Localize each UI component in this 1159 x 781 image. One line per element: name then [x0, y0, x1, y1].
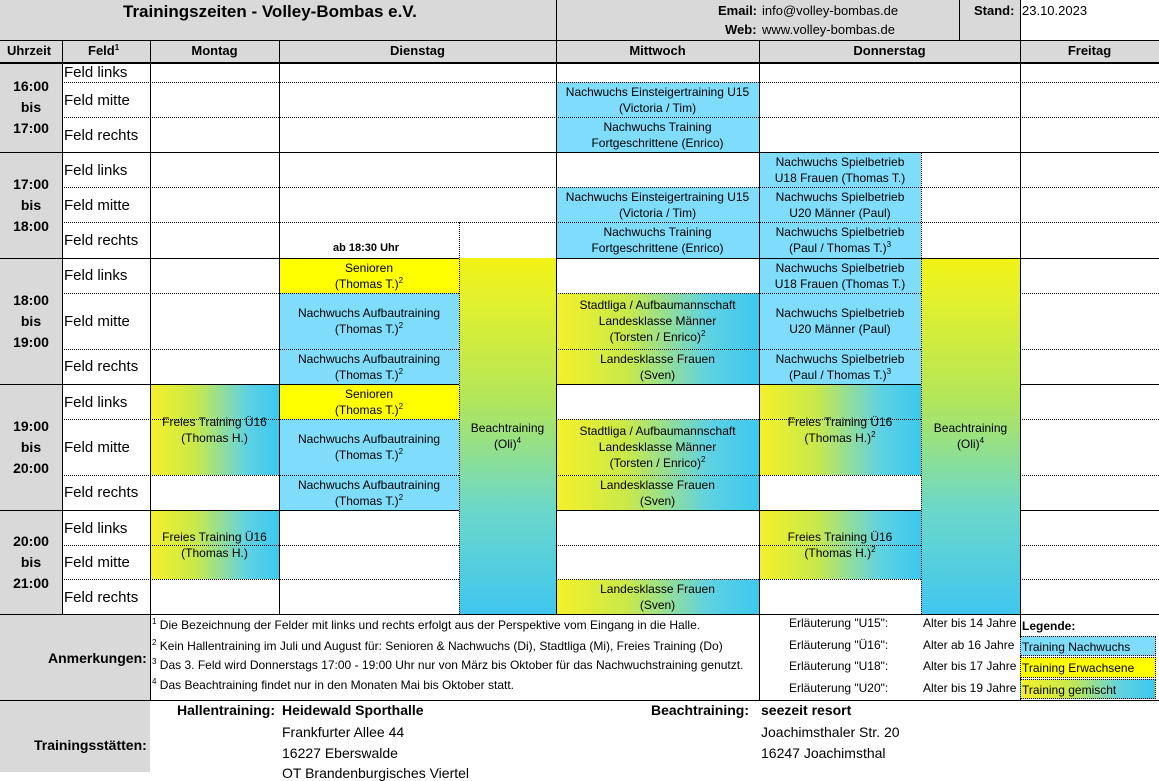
grid-line: [62, 222, 1159, 223]
session-spielbetrieb-u20[interactable]: Nachwuchs Spielbetrieb U20 Männer (Paul): [759, 187, 921, 222]
grid-line: [0, 62, 1159, 64]
explanation-value: Alter bis 14 Jahre: [923, 616, 1017, 630]
col-dienstag: Dienstag: [390, 43, 445, 58]
col-mittwoch: Mittwoch: [629, 43, 686, 58]
grid-line: [0, 700, 1159, 701]
time-block-5: 20:00 bis 21:00: [13, 532, 49, 591]
grid-line: [1020, 419, 1159, 420]
stand-label: Stand:: [974, 3, 1015, 18]
hall-district: OT Brandenburgisches Viertel: [282, 765, 470, 781]
grid-line: [150, 40, 151, 700]
remark-2: $^2$ Kein Hallentraining im Juli und August für: Senioren & Nachwuchs (Di), Stadtliga (Mi), Freies Training (Do): [152, 638, 723, 653]
col-montag: Montag: [191, 43, 238, 58]
feld-label: Feld mitte: [64, 197, 130, 214]
grid-line: [62, 40, 63, 614]
hall-label: Hallentraining:: [177, 702, 276, 718]
grid-line: [556, 545, 921, 546]
session-fortgeschrittene[interactable]: Nachwuchs Training Fortgeschrittene (Enrico): [556, 222, 759, 258]
time-block-4: 19:00 bis 20:00: [13, 417, 49, 476]
feld-label: Feld rechts: [64, 484, 139, 501]
grid-line: [1020, 0, 1021, 40]
grid-line: [62, 349, 459, 350]
grid-line: [62, 475, 459, 476]
session-stadtliga[interactable]: Stadtliga / Aufbaumannschaft Landesklasse Männer (Torsten / Enrico)$^2$: [556, 419, 759, 475]
grid-line: [62, 187, 1159, 188]
grid-line: [556, 475, 921, 476]
feld-label: Feld links: [64, 394, 128, 411]
dienstag-time-note: ab 18:30 Uhr: [333, 242, 400, 254]
grid-line: [556, 510, 921, 511]
grid-line: [62, 579, 459, 580]
grid-line: [459, 222, 460, 614]
grid-line: [0, 152, 1159, 153]
stand-date: 23.10.2023: [1022, 3, 1088, 18]
time-block-3: 18:00 bis 19:00: [13, 291, 49, 350]
hall-street: Frankfurter Allee 44: [282, 724, 405, 740]
session-beachtraining-donnerstag[interactable]: Beachtraining (Oli)$^4$: [921, 258, 1020, 614]
session-aufbautraining[interactable]: Nachwuchs Aufbautraining (Thomas T.)$^2$: [279, 475, 459, 510]
feld-label: Feld links: [64, 520, 128, 537]
grid-line: [0, 384, 459, 385]
session-aufbautraining[interactable]: Nachwuchs Aufbautraining (Thomas T.)$^2$: [279, 419, 459, 475]
session-fortgeschrittene[interactable]: Nachwuchs Training Fortgeschrittene (Enrico): [556, 117, 759, 152]
grid-line: [1020, 40, 1021, 700]
explanation-label: Erläuterung "Ü16":: [789, 638, 889, 652]
grid-line: [556, 384, 921, 385]
explanation-label: Erläuterung "U18":: [789, 659, 889, 673]
session-freies-training-u16-montag[interactable]: Freies Training Ü16 (Thomas H.): [150, 384, 279, 475]
session-beachtraining-dienstag[interactable]: Beachtraining (Oli)$^4$: [459, 258, 556, 614]
grid-line: [556, 419, 921, 420]
feld-label: Feld rechts: [64, 232, 139, 249]
remark-3: $^3$ Das 3. Feld wird Donnerstags 17:00 - 19:00 Uhr nur von März bis Oktober für das Nachwuchstraining genutzt.: [152, 657, 744, 672]
legend-erwachsene: Training Erwachsene: [1022, 661, 1135, 675]
grid-line: [0, 40, 1159, 41]
grid-line: [759, 40, 760, 700]
grid-line: [1020, 545, 1159, 546]
feld-label: Feld mitte: [64, 554, 130, 571]
grid-line: [556, 0, 557, 40]
session-freies-training-u16-donnerstag-late[interactable]: Freies Training Ü16 (Thomas H.)$^2$: [759, 510, 921, 579]
beach-city: 16247 Joachimsthal: [761, 745, 886, 761]
feld-label: Feld mitte: [64, 439, 130, 456]
web-label: Web:: [725, 22, 757, 37]
grid-line: [62, 117, 1159, 118]
session-freies-training-u16-montag-late[interactable]: Freies Training Ü16 (Thomas H.): [150, 510, 279, 579]
session-freies-training-u16-donnerstag[interactable]: Freies Training Ü16 (Thomas H.)$^2$: [759, 384, 921, 475]
grid-line: [1020, 293, 1159, 294]
email-label: Email:: [718, 3, 758, 18]
contact-cell: [556, 0, 959, 40]
grid-line: [62, 293, 459, 294]
grid-line: [556, 258, 1159, 259]
grid-line: [1020, 510, 1159, 511]
col-donnerstag: Donnerstag: [853, 43, 926, 58]
session-einsteigertraining-u15[interactable]: Nachwuchs Einsteigertraining U15 (Victoria / Tim): [556, 187, 759, 222]
legend-gemischt: Training gemischt: [1022, 683, 1117, 697]
session-aufbautraining[interactable]: Nachwuchs Aufbautraining (Thomas T.)$^2$: [279, 349, 459, 384]
remarks-label: Anmerkungen:: [48, 650, 147, 666]
grid-line: [1020, 475, 1159, 476]
session-senioren[interactable]: Senioren (Thomas T.)$^2$: [279, 258, 459, 293]
session-senioren[interactable]: Senioren (Thomas T.)$^2$: [279, 384, 459, 419]
remark-1: $^1$ Die Bezeichnung der Felder mit links und rechts erfolgt aus der Perspektive vom Eingang in die Halle.: [152, 617, 701, 632]
session-landesklasse-frauen[interactable]: Landesklasse Frauen (Sven): [556, 579, 759, 614]
explanation-value: Alter bis 19 Jahre: [923, 681, 1017, 695]
grid-line: [0, 258, 459, 259]
session-landesklasse-frauen[interactable]: Landesklasse Frauen (Sven): [556, 349, 759, 384]
session-spielbetrieb-u18[interactable]: Nachwuchs Spielbetrieb U18 Frauen (Thomas T.): [759, 258, 921, 293]
session-einsteigertraining-u15[interactable]: Nachwuchs Einsteigertraining U15 (Victoria / Tim): [556, 82, 759, 117]
explanation-label: Erläuterung "U15":: [789, 616, 889, 630]
grid-line: [556, 349, 921, 350]
grid-line: [279, 40, 280, 614]
feld-label: Feld mitte: [64, 92, 130, 109]
feld-label: Feld mitte: [64, 313, 130, 330]
grid-line: [62, 545, 459, 546]
grid-line: [556, 293, 921, 294]
email-link[interactable]: info@volley-bombas.de: [762, 3, 899, 18]
web-link[interactable]: www.volley-bombas.de: [762, 22, 895, 37]
session-spielbetrieb-u20[interactable]: Nachwuchs Spielbetrieb U20 Männer (Paul): [759, 293, 921, 349]
explanation-label: Erläuterung "U20":: [789, 681, 889, 695]
hall-name: Heidewald Sporthalle: [282, 702, 424, 718]
session-spielbetrieb-feld3[interactable]: Nachwuchs Spielbetrieb (Paul / Thomas T.)$^3$: [759, 349, 921, 384]
remark-4: $^4$ Das Beachtraining findet nur in den Monaten Mai bis Oktober statt.: [152, 677, 514, 692]
session-spielbetrieb-u18[interactable]: Nachwuchs Spielbetrieb U18 Frauen (Thomas T.): [759, 152, 921, 187]
venues-label: Trainingsstätten:: [34, 737, 147, 753]
feld-label: Feld links: [64, 267, 128, 284]
legend-title: Legende:: [1022, 619, 1076, 633]
grid-line: [1020, 579, 1159, 580]
session-spielbetrieb-feld3[interactable]: Nachwuchs Spielbetrieb (Paul / Thomas T.)$^3$: [759, 222, 921, 258]
explanation-value: Alter ab 16 Jahre: [923, 638, 1015, 652]
grid-line: [556, 40, 557, 614]
grid-line: [0, 510, 459, 511]
legend-nachwuchs: Training Nachwuchs: [1022, 640, 1131, 654]
feld-label: Feld rechts: [64, 358, 139, 375]
grid-line: [1020, 384, 1159, 385]
session-stadtliga[interactable]: Stadtliga / Aufbaumannschaft Landesklasse Männer (Torsten / Enrico)$^2$: [556, 293, 759, 349]
hall-city: 16227 Eberswalde: [282, 745, 398, 761]
time-block-2: 17:00 bis 18:00: [13, 175, 49, 234]
col-freitag: Freitag: [1067, 43, 1112, 58]
feld-label: Feld links: [64, 162, 128, 179]
time-block-1: 16:00 bis 17:00: [13, 77, 49, 136]
beach-label: Beachtraining:: [651, 702, 750, 718]
grid-line: [959, 0, 960, 40]
feld-label: Feld rechts: [64, 127, 139, 144]
grid-line: [62, 419, 459, 420]
grid-line: [1020, 349, 1159, 350]
beach-street: Joachimsthaler Str. 20: [761, 724, 900, 740]
session-landesklasse-frauen[interactable]: Landesklasse Frauen (Sven): [556, 475, 759, 510]
grid-line: [921, 152, 922, 614]
beach-name: seezeit resort: [761, 702, 852, 718]
col-feld: Feld$^1$: [88, 43, 120, 58]
col-uhrzeit: Uhrzeit: [7, 43, 52, 58]
grid-line: [0, 614, 1159, 615]
grid-line: [62, 82, 1159, 83]
feld-label: Feld rechts: [64, 589, 139, 606]
grid-line: [556, 579, 921, 580]
page-title: Trainingszeiten - Volley-Bombas e.V.: [123, 2, 417, 21]
session-aufbautraining[interactable]: Nachwuchs Aufbautraining (Thomas T.)$^2$: [279, 293, 459, 349]
explanation-value: Alter bis 17 Jahre: [923, 659, 1017, 673]
feld-label: Feld links: [64, 64, 128, 81]
